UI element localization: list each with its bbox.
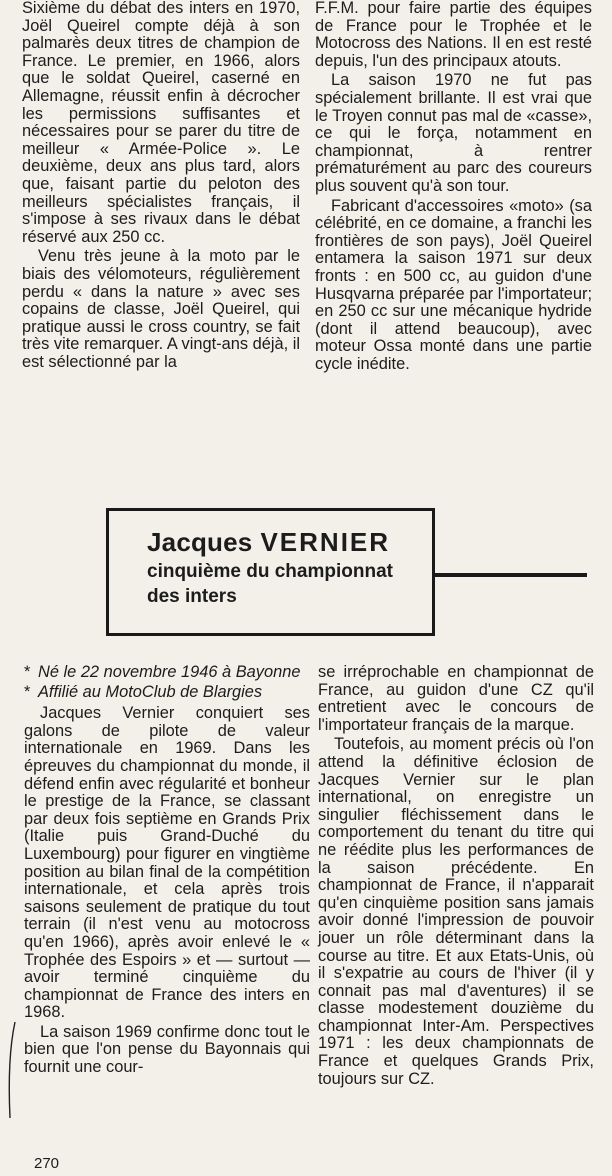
- paragraph: La saison 1970 ne fut pas spécialement brillante. Il est vrai que le Troyen connut pas mal de «casse», ce qui le força, notamment en championnat, à rentrer prématurément au parc des coureurs plus souvent qu'à son tour.: [315, 71, 592, 195]
- paragraph: Sixième du débat des inters en 1970, Joël Queirel compte déjà à son palmarès deux titres de champion de France. Le premier, en 1966, alors que le soldat Queirel, caserné en Allemagne, réussit enfin à décrocher les permissions suffisantes et nécessaires pour se parer du titre de meilleur « Armée-Police ». Le deuxième, deux ans plus tard, alors que, faisant partie du peloton des meilleurs spécialistes français, il s'impose à ses rivaux dans le débat réservé aux 250 cc.: [22, 0, 300, 246]
- article-column-top-left: [22, 0, 300, 371]
- rider-subtitle-line2: des inters: [147, 586, 237, 607]
- paragraph: se irréprochable en championnat de France, au guidon d'une CZ qu'il entretient avec le concours de l'importateur français de la marque.: [318, 663, 594, 734]
- header-rule-divider: [435, 573, 587, 577]
- rider-name: [147, 525, 422, 559]
- paragraph: F.F.M. pour faire partie des équipes de France pour le Trophée et le Motocross des Nations. Il en est resté depuis, l'un des principaux atouts.: [315, 0, 592, 70]
- fact-item: * Né le 22 novembre 1946 à Bayonne: [24, 664, 310, 682]
- rider-subtitle-line1: cinquième du championnat: [147, 561, 393, 582]
- article-column-bottom-left: [24, 664, 310, 1077]
- article-column-top-right: [315, 0, 592, 373]
- paragraph: Jacques Vernier conquiert ses galons de pilote de valeur internationale en 1969. Dans les épreuves du championnat du monde, il défend enfin avec régularité et bonheur le prestige de la France, se classant par deux fois septième en Grands Prix (Italie puis Grand-Duché du Luxembourg) pour figurer en vingtième position au bilan final de la compétition internationale, et cela après trois saisons seulement de pratique du tout terrain (il n'est venu au motocross qu'en 1966), après avoir enlevé le « Trophée des Espoirs » et — surtout — avoir terminé cinquième du championnat de France des inters en 1968.: [24, 704, 310, 1022]
- paragraph: Fabricant d'accessoires «moto» (sa célébrité, en ce domaine, a franchi les frontières de son pays), Joël Queirel entamera la saison 1971 sur deux fronts : en 500 cc, au guidon d'une Husqvarna préparée par l'importateur; en 250 cc sur une mécanique hydride (dont il attend beaucoup), avec moteur Ossa monté dans une partie cycle inédite.: [315, 196, 592, 373]
- page-number: 270: [34, 1155, 60, 1172]
- paragraph: Toutefois, au moment précis où l'on attend la définitive éclosion de Jacques Vernier sur le plan international, on enregistre un singulier fléchissement dans le comportement du tenant du titre qui ne réédite plus les performances de la saison précédente. En championnat de France, il n'apparait qu'en cinquième position sans jamais avoir donné l'impression de pouvoir jouer un rôle déterminant dans la course au titre. Et aux Etats-Unis, où il s'expatrie au cours de l'hiver (il y connait pas mal d'aventures) il se classe modestement douzième du championnat Inter-Am. Perspectives 1971 : les deux championnats de France et quelques Grands Prix, toujours sur CZ.: [318, 735, 594, 1088]
- rider-last-name: VERNIER: [260, 527, 391, 557]
- fact-item: * Affilié au MotoClub de Blargies: [24, 684, 310, 702]
- paragraph: Venu très jeune à la moto par le biais des vélomoteurs, régulièrement perdu « dans la nature » avec ses copains de classe, Joël Queirel, qui pratique aussi le cross country, se fait très vite remarquer. A vingt-ans déjà, il est sélectionné par la: [22, 247, 300, 371]
- paragraph: La saison 1969 confirme donc tout le bien que l'on pense du Bayonnais qui fournit une cour-: [24, 1022, 310, 1077]
- article-column-bottom-right: [318, 664, 594, 1088]
- handwritten-margin-mark: [4, 1020, 18, 1120]
- rider-header-box: [106, 508, 435, 636]
- rider-first-name: Jacques: [147, 527, 253, 557]
